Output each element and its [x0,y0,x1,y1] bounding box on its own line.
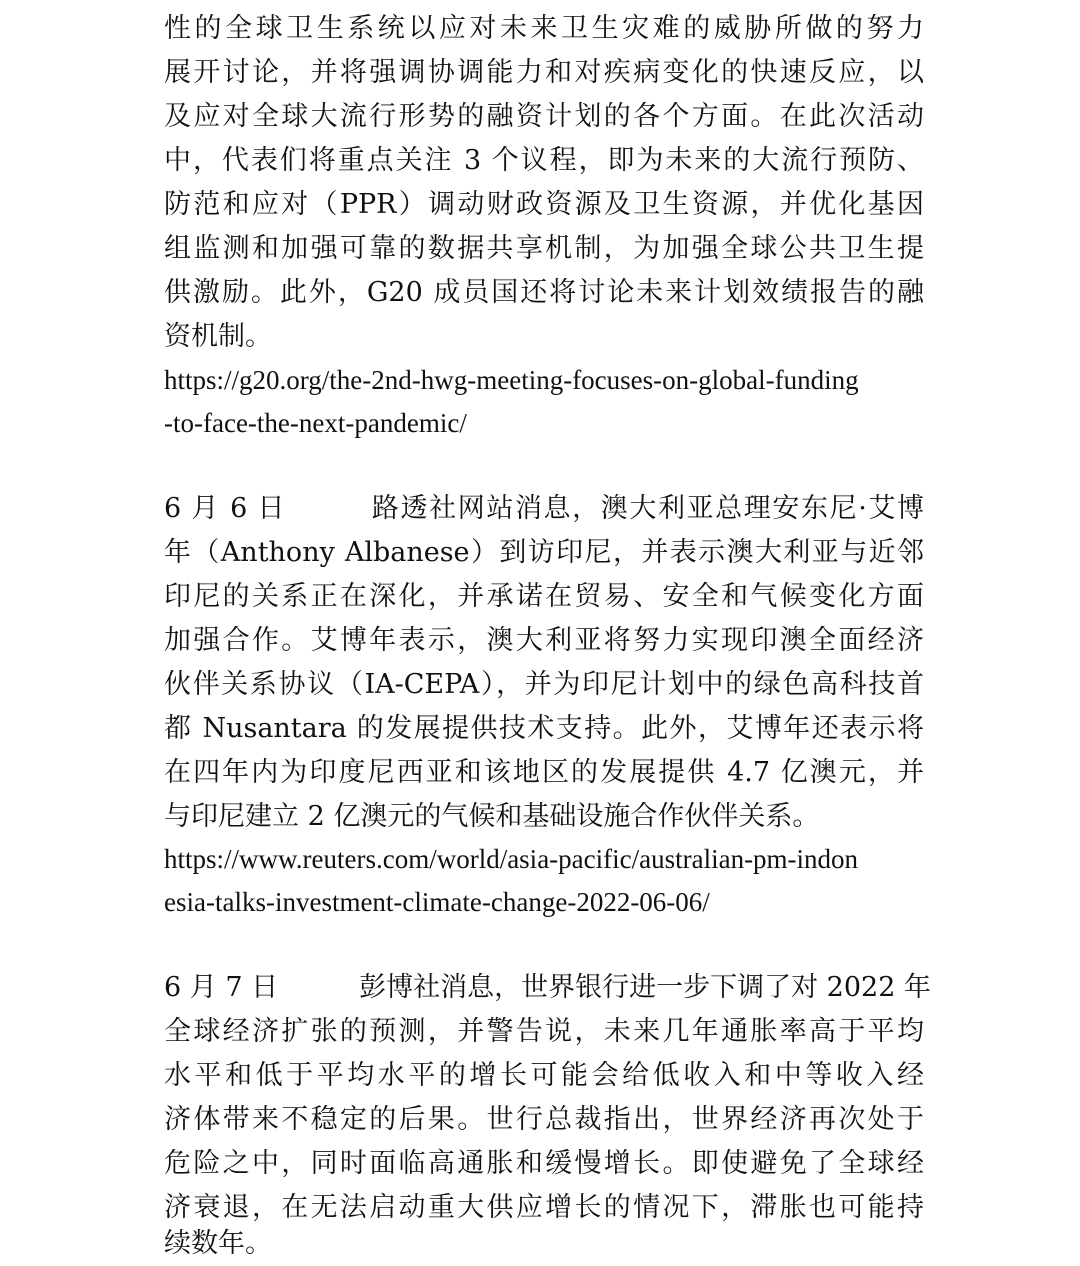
paragraph-line: 6 月 6 日 路透社网站消息，澳大利亚总理安东尼·艾博 [164,493,924,524]
paragraph-line: 水平和低于平均水平的增长可能会给低收入和中等收入经 [164,1060,924,1091]
paragraph-line: 年（Anthony Albanese）到访印尼，并表示澳大利亚与近邻 [164,537,924,568]
paragraph-line: 组监测和加强可靠的数据共享机制，为加强全球公共卫生提 [164,233,924,264]
paragraph-line: 都 Nusantara 的发展提供技术支持。此外，艾博年还表示将 [164,713,924,744]
source-link-reuters[interactable]: https://www.reuters.com/world/asia-pacific/australian-pm-indon [164,844,859,874]
source-link-reuters-cont[interactable]: esia-talks-investment-climate-change-2022-06-06/ [164,887,710,917]
paragraph-line: 续数年。 [164,1228,272,1259]
source-link-g20[interactable]: https://g20.org/the-2nd-hwg-meeting-focuses-on-global-funding [164,365,859,395]
paragraph-line: 与印尼建立 2 亿澳元的气候和基础设施合作伙伴关系。 [164,801,820,832]
paragraph-line: 性的全球卫生系统以应对未来卫生灾难的威胁所做的努力 [164,13,924,44]
paragraph-line: 在四年内为印度尼西亚和该地区的发展提供 4.7 亿澳元，并 [164,757,924,788]
paragraph-line: 供激励。此外，G20 成员国还将讨论未来计划效绩报告的融 [164,277,924,308]
paragraph-line: 中，代表们将重点关注 3 个议程，即为未来的大流行预防、 [164,145,924,176]
paragraph-line: 危险之中，同时面临高通胀和缓慢增长。即使避免了全球经 [164,1148,924,1179]
paragraph-line: 印尼的关系正在深化，并承诺在贸易、安全和气候变化方面 [164,581,924,612]
paragraph-line: 防范和应对（PPR）调动财政资源及卫生资源，并优化基因 [164,189,924,220]
paragraph-line: 及应对全球大流行形势的融资计划的各个方面。在此次活动 [164,101,924,132]
paragraph-line: 展开讨论，并将强调协调能力和对疾病变化的快速反应，以 [164,57,924,88]
paragraph-line: 资机制。 [164,321,272,352]
paragraph-line: 6 月 7 日 彭博社消息，世界银行进一步下调了对 2022 年 [164,972,931,1003]
paragraph-line: 济体带来不稳定的后果。世行总裁指出，世界经济再次处于 [164,1104,924,1135]
paragraph-line: 加强合作。艾博年表示，澳大利亚将努力实现印澳全面经济 [164,625,924,656]
paragraph-line: 济衰退，在无法启动重大供应增长的情况下，滞胀也可能持 [164,1192,924,1223]
source-link-g20-cont[interactable]: -to-face-the-next-pandemic/ [164,408,467,438]
paragraph-line: 伙伴关系协议（IA-CEPA），并为印尼计划中的绿色高科技首 [164,669,924,700]
paragraph-line: 全球经济扩张的预测，并警告说，未来几年通胀率高于平均 [164,1016,924,1047]
